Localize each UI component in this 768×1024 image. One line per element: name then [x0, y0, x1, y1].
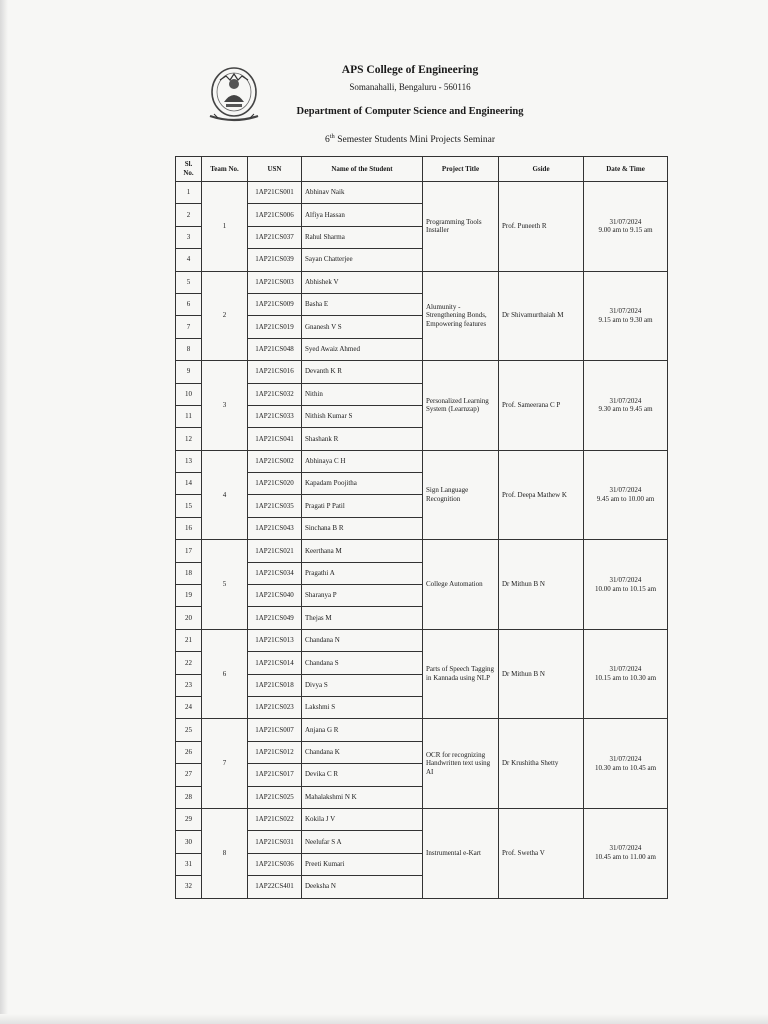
usn-cell: 1AP21CS018: [248, 674, 302, 696]
team-no-cell: 3: [202, 361, 248, 451]
sl-no-cell: 19: [176, 585, 202, 607]
seminar-time-slot: 9.45 am to 10.00 am: [596, 494, 655, 503]
sl-no-cell: 11: [176, 405, 202, 427]
sl-no-cell: 23: [176, 674, 202, 696]
guide-cell: Prof. Deepa Mathew K: [499, 450, 584, 540]
table-body: [176, 182, 668, 899]
student-name-cell: Rahul Sharma: [302, 226, 423, 248]
college-logo-icon: [206, 62, 262, 128]
sl-no-cell: 2: [176, 204, 202, 226]
student-name-cell: Preeti Kumari: [302, 853, 423, 875]
table-row: [176, 719, 668, 741]
student-name-cell: Sinchana B R: [302, 517, 423, 539]
guide-cell: Prof. Puneeth R: [499, 182, 584, 272]
col-header-project: Project Title: [423, 157, 499, 182]
usn-cell: 1AP21CS021: [248, 540, 302, 562]
usn-cell: 1AP21CS048: [248, 338, 302, 360]
sl-no-cell: 25: [176, 719, 202, 741]
seminar-time-slot: 10.00 am to 10.15 am: [594, 584, 657, 593]
usn-cell: 1AP21CS009: [248, 293, 302, 315]
date-time-cell: [584, 182, 668, 272]
col-header-datetime: Date & Time: [584, 157, 668, 182]
student-name-cell: Anjana G R: [302, 719, 423, 741]
sl-no-cell: 22: [176, 652, 202, 674]
sl-no-cell: 4: [176, 249, 202, 271]
usn-cell: 1AP21CS034: [248, 562, 302, 584]
sl-no-cell: 13: [176, 450, 202, 472]
col-header-sl: Sl. No.: [176, 157, 202, 182]
usn-cell: 1AP21CS013: [248, 629, 302, 651]
usn-cell: 1AP21CS040: [248, 585, 302, 607]
sl-no-cell: 1: [176, 182, 202, 204]
project-title-cell: OCR for recognizing Handwritten text using AI: [423, 719, 499, 809]
sl-no-cell: 14: [176, 473, 202, 495]
usn-cell: 1AP21CS035: [248, 495, 302, 517]
student-name-cell: Sharanya P: [302, 585, 423, 607]
student-name-cell: Chandana S: [302, 652, 423, 674]
student-name-cell: Pragati P Patil: [302, 495, 423, 517]
student-name-cell: Nithish Kumar S: [302, 405, 423, 427]
sl-no-cell: 31: [176, 853, 202, 875]
student-name-cell: Chandana N: [302, 629, 423, 651]
project-title-cell: Sign Language Recognition: [423, 450, 499, 540]
usn-cell: 1AP21CS017: [248, 764, 302, 786]
seminar-time-slot: 10.15 am to 10.30 am: [594, 674, 657, 683]
seminar-date: 31/07/2024: [609, 575, 642, 584]
col-header-usn: USN: [248, 157, 302, 182]
date-time-cell: [584, 719, 668, 809]
seminar-date: 31/07/2024: [609, 486, 642, 495]
seminar-title-rest: Semester Students Mini Projects Seminar: [334, 135, 495, 146]
usn-cell: 1AP21CS043: [248, 517, 302, 539]
project-title-cell: Personalized Learning System (Learnzap): [423, 361, 499, 451]
seminar-date: 31/07/2024: [609, 665, 642, 674]
student-name-cell: Syed Awaiz Ahmed: [302, 338, 423, 360]
student-name-cell: Abhinav Naik: [302, 182, 423, 204]
student-name-cell: Kokila J V: [302, 808, 423, 830]
table-row: [176, 182, 668, 204]
date-time-cell: [584, 629, 668, 719]
sl-no-cell: 7: [176, 316, 202, 338]
sl-no-cell: 29: [176, 808, 202, 830]
project-title-cell: Parts of Speech Tagging in Kannada using NLP: [423, 629, 499, 719]
sl-no-cell: 27: [176, 764, 202, 786]
date-time-cell: [584, 361, 668, 451]
date-time-cell: [584, 450, 668, 540]
seminar-title: [250, 133, 570, 145]
col-header-guide: Gside: [499, 157, 584, 182]
usn-cell: 1AP21CS020: [248, 473, 302, 495]
usn-cell: 1AP21CS012: [248, 741, 302, 763]
usn-cell: 1AP21CS031: [248, 831, 302, 853]
usn-cell: 1AP21CS041: [248, 428, 302, 450]
col-header-name: Name of the Student: [302, 157, 423, 182]
project-title-cell: Programming Tools Installer: [423, 182, 499, 272]
sl-no-cell: 5: [176, 271, 202, 293]
department-title: Department of Computer Science and Engineering: [296, 106, 524, 117]
seminar-date: 31/07/2024: [609, 844, 642, 853]
usn-cell: 1AP21CS032: [248, 383, 302, 405]
student-name-cell: Mahalakshmi N K: [302, 786, 423, 808]
student-name-cell: Divya S: [302, 674, 423, 696]
table-row: [176, 629, 668, 651]
usn-cell: 1AP21CS037: [248, 226, 302, 248]
student-name-cell: Gnanesh V S: [302, 316, 423, 338]
usn-cell: 1AP21CS022: [248, 808, 302, 830]
team-no-cell: 7: [202, 719, 248, 809]
student-name-cell: Basha E: [302, 293, 423, 315]
sl-no-cell: 17: [176, 540, 202, 562]
date-time-cell: [584, 540, 668, 630]
student-name-cell: Thejas M: [302, 607, 423, 629]
guide-cell: Dr Shivamurthaiah M: [499, 271, 584, 361]
sl-no-cell: 15: [176, 495, 202, 517]
project-title-cell: Instrumental e-Kart: [423, 808, 499, 898]
guide-cell: Prof. Swetha V: [499, 808, 584, 898]
date-time-cell: [584, 271, 668, 361]
seminar-time-slot: 10.45 am to 11.00 am: [595, 853, 656, 862]
sl-no-cell: 18: [176, 562, 202, 584]
team-no-cell: 5: [202, 540, 248, 630]
sl-no-cell: 32: [176, 876, 202, 898]
team-no-cell: 4: [202, 450, 248, 540]
seminar-date: 31/07/2024: [609, 217, 642, 226]
usn-cell: 1AP21CS003: [248, 271, 302, 293]
sl-no-cell: 9: [176, 361, 202, 383]
scan-bottom-shadow: [0, 1014, 768, 1024]
usn-cell: 1AP21CS002: [248, 450, 302, 472]
student-name-cell: Neelufar S A: [302, 831, 423, 853]
usn-cell: 1AP21CS019: [248, 316, 302, 338]
usn-cell: 1AP21CS049: [248, 607, 302, 629]
sl-no-cell: 20: [176, 607, 202, 629]
sl-no-cell: 3: [176, 226, 202, 248]
seminar-date: 31/07/2024: [609, 307, 642, 316]
usn-cell: 1AP21CS036: [248, 853, 302, 875]
student-name-cell: Devika C R: [302, 764, 423, 786]
seminar-date: 31/07/2024: [609, 754, 642, 763]
usn-cell: 1AP21CS039: [248, 249, 302, 271]
usn-cell: 1AP21CS006: [248, 204, 302, 226]
seminar-time-slot: 9.15 am to 9.30 am: [598, 315, 653, 324]
sl-no-cell: 21: [176, 629, 202, 651]
usn-cell: 1AP21CS033: [248, 405, 302, 427]
student-name-cell: Sayan Chatterjee: [302, 249, 423, 271]
student-name-cell: Abhinaya C H: [302, 450, 423, 472]
sl-no-cell: 6: [176, 293, 202, 315]
student-name-cell: Abhishek V: [302, 271, 423, 293]
student-name-cell: Kapadam Poojitha: [302, 473, 423, 495]
student-name-cell: Nithin: [302, 383, 423, 405]
student-name-cell: Lakshmi S: [302, 696, 423, 718]
usn-cell: 1AP21CS023: [248, 696, 302, 718]
student-name-cell: Deeksha N: [302, 876, 423, 898]
student-name-cell: Chandana K: [302, 741, 423, 763]
student-name-cell: Keerthana M: [302, 540, 423, 562]
usn-cell: 1AP21CS014: [248, 652, 302, 674]
project-title-cell: College Automation: [423, 540, 499, 630]
scan-edge-shadow: [0, 0, 8, 1024]
table-row: [176, 450, 668, 472]
seminar-date: 31/07/2024: [609, 396, 642, 405]
team-no-cell: 8: [202, 808, 248, 898]
usn-cell: 1AP21CS007: [248, 719, 302, 741]
seminar-semester-suffix: th: [329, 133, 335, 140]
team-no-cell: 6: [202, 629, 248, 719]
project-title-cell: Alumunity - Strengthening Bonds, Empowering features: [423, 271, 499, 361]
sl-no-cell: 10: [176, 383, 202, 405]
guide-cell: Dr Krushitha Shetty: [499, 719, 584, 809]
student-name-cell: Pragathi A: [302, 562, 423, 584]
col-header-team: Team No.: [202, 157, 248, 182]
usn-cell: 1AP21CS025: [248, 786, 302, 808]
team-no-cell: 2: [202, 271, 248, 361]
college-name: APS College of Engineering: [341, 64, 479, 76]
seminar-time-slot: 10.30 am to 10.45 am: [594, 763, 657, 772]
table-row: [176, 361, 668, 383]
sl-no-cell: 24: [176, 696, 202, 718]
seminar-time-slot: 9.30 am to 9.45 am: [598, 405, 653, 414]
student-name-cell: Alfiya Hassan: [302, 204, 423, 226]
table-row: [176, 808, 668, 830]
table-row: [176, 271, 668, 293]
table-header-row: [176, 157, 668, 182]
student-name-cell: Devanth K R: [302, 361, 423, 383]
usn-cell: 1AP21CS016: [248, 361, 302, 383]
team-no-cell: 1: [202, 182, 248, 272]
seminar-time-slot: 9.00 am to 9.15 am: [598, 226, 653, 235]
usn-cell: 1AP22CS401: [248, 876, 302, 898]
seminar-semester-number: 6: [325, 135, 330, 146]
sl-no-cell: 12: [176, 428, 202, 450]
guide-cell: Prof. Sameerana C P: [499, 361, 584, 451]
sl-no-cell: 16: [176, 517, 202, 539]
sl-no-cell: 28: [176, 786, 202, 808]
usn-cell: 1AP21CS001: [248, 182, 302, 204]
guide-cell: Dr Mithun B N: [499, 629, 584, 719]
guide-cell: Dr Mithun B N: [499, 540, 584, 630]
project-schedule-table: [175, 156, 668, 899]
sl-no-cell: 8: [176, 338, 202, 360]
sl-no-cell: 30: [176, 831, 202, 853]
student-name-cell: Shashank R: [302, 428, 423, 450]
college-address: Somanahalli, Bengaluru - 560116: [349, 82, 471, 92]
date-time-cell: [584, 808, 668, 898]
table-row: [176, 540, 668, 562]
sl-no-cell: 26: [176, 741, 202, 763]
